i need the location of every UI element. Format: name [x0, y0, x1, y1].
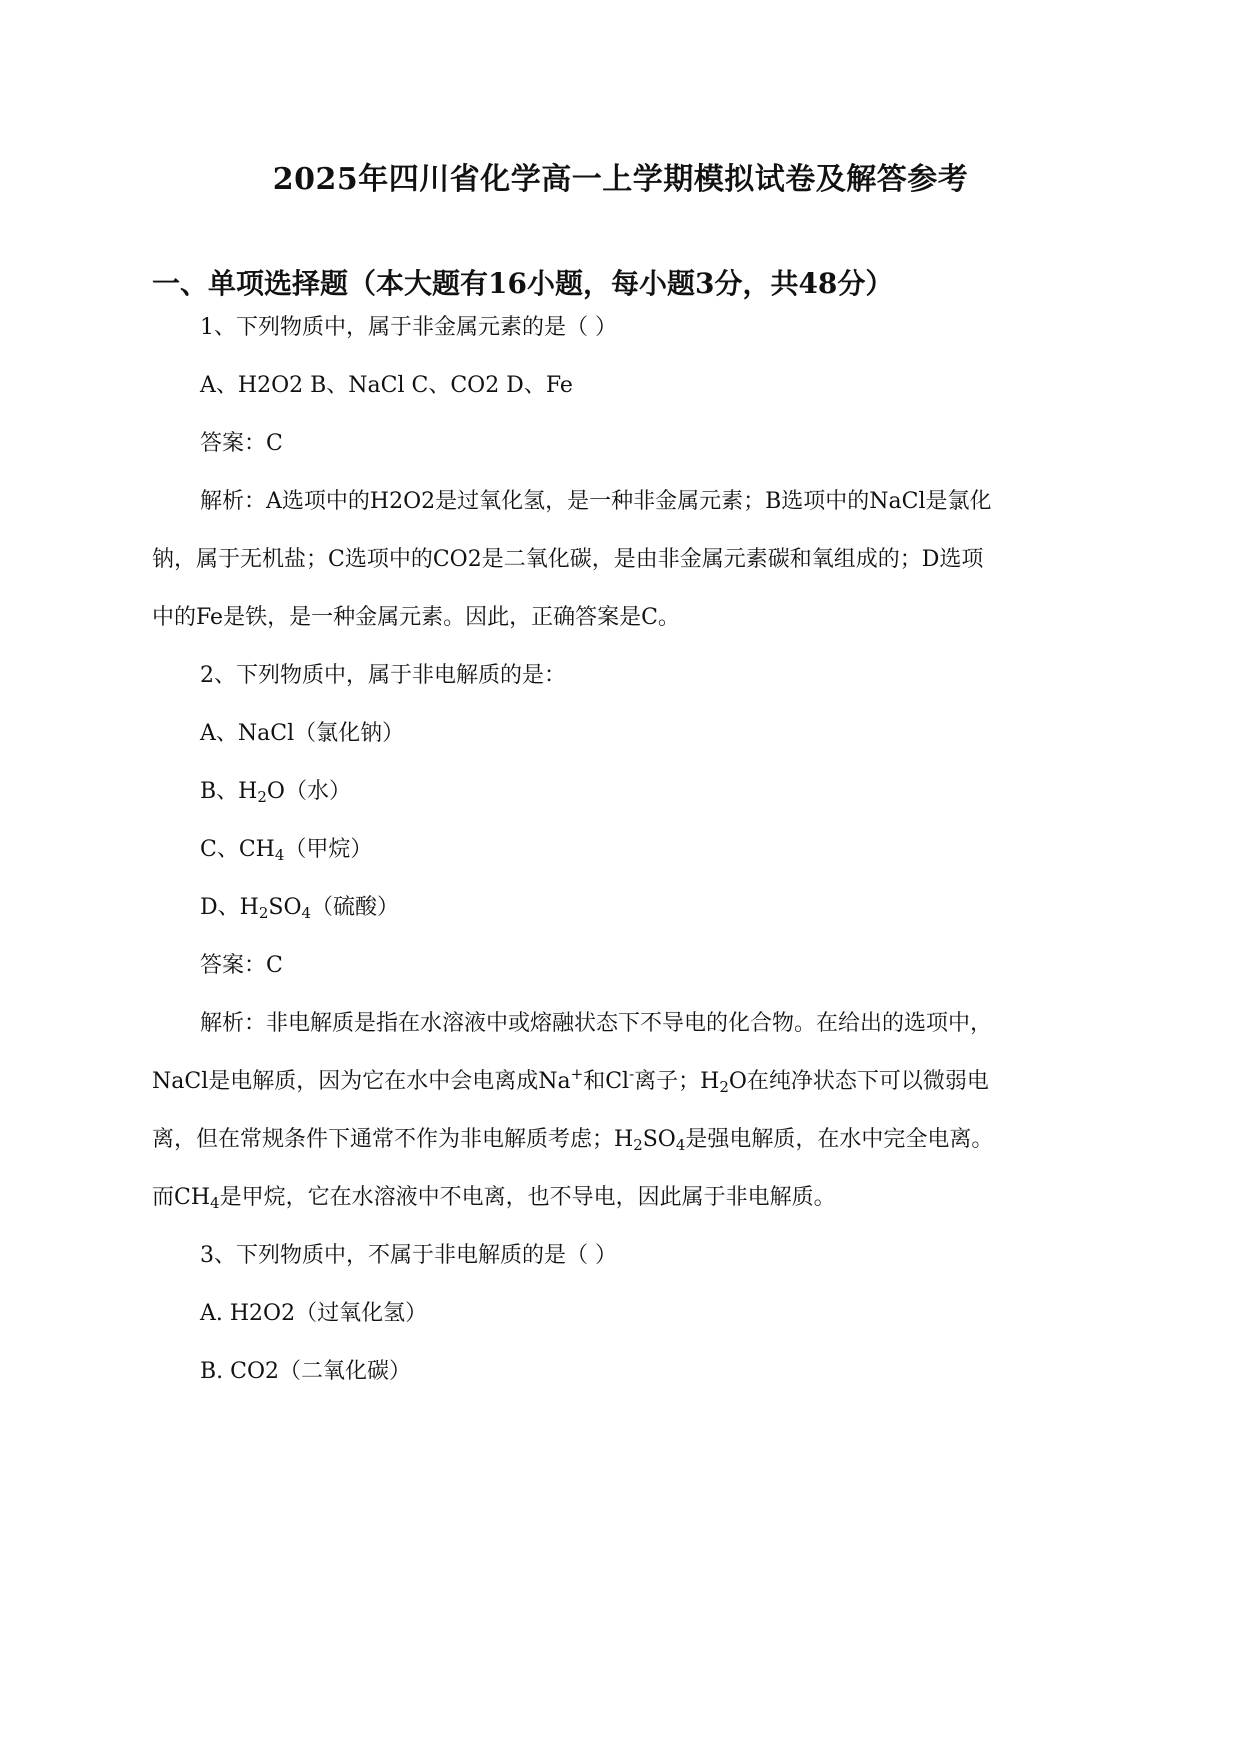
- subscript: 2: [258, 904, 269, 922]
- subscript: 2: [719, 1078, 729, 1096]
- q2-analysis-line-4: [152, 1183, 836, 1213]
- text-segment: NaCl是电解质，因为它在水中会电离成Na: [152, 1069, 571, 1094]
- q2-stem: 2、下列物质中，属于非电解质的是：: [200, 663, 566, 688]
- q1-analysis-line-2: 钠，属于无机盐；C选项中的CO2是二氧化碳，是由非金属元素碳和氧组成的；D选项: [152, 547, 984, 572]
- q3-stem: 3、下列物质中，不属于非电解质的是（ ）: [200, 1243, 617, 1268]
- superscript: +: [570, 1065, 584, 1083]
- document-title: 2025年四川省化学高一上学期模拟试卷及解答参考: [272, 162, 969, 197]
- q2-option-c: [200, 835, 372, 865]
- q2-analysis-line-1: 解析：非电解质是指在水溶液中或熔融状态下不导电的化合物。在给出的选项中，: [200, 1011, 993, 1036]
- text-segment: （硫酸）: [311, 895, 400, 920]
- q2-option-b: [200, 777, 351, 807]
- q2-analysis-line-3: [152, 1125, 993, 1155]
- q2-analysis-line-2: [152, 1067, 989, 1097]
- subscript: 4: [274, 846, 285, 864]
- text-segment: 是强电解质，在水中完全电离。: [685, 1127, 994, 1152]
- subscript: 2: [257, 788, 267, 806]
- q2-option-d: [200, 893, 399, 923]
- q3-option-a: A. H2O2（过氧化氢）: [200, 1301, 428, 1326]
- section-heading: 一、单项选择题（本大题有16小题，每小题3分，共48分）: [152, 267, 894, 300]
- q1-analysis-line-3: 中的Fe是铁，是一种金属元素。因此，正确答案是C。: [152, 605, 680, 630]
- text-segment: 而CH: [152, 1185, 211, 1210]
- q2-answer: 答案：C: [200, 953, 283, 978]
- text-segment: 离，但在常规条件下通常不作为非电解质考虑；H: [152, 1127, 634, 1152]
- text-segment: SO: [268, 895, 302, 920]
- text-segment: D、H: [200, 895, 259, 920]
- text-segment: （甲烷）: [284, 837, 373, 862]
- text-segment: 和Cl: [583, 1069, 630, 1094]
- subscript: 2: [633, 1136, 643, 1154]
- text-segment: 是甲烷，它在水溶液中不电离，也不导电，因此属于非电解质。: [219, 1185, 836, 1210]
- text-segment: 离子；H: [634, 1069, 720, 1094]
- superscript: -: [629, 1065, 635, 1083]
- subscript: 4: [210, 1194, 220, 1212]
- q3-option-b: B. CO2（二氧化碳）: [200, 1359, 412, 1384]
- q2-option-a: A、NaCl（氯化钠）: [200, 721, 405, 746]
- subscript: 4: [301, 904, 312, 922]
- subscript: 4: [675, 1136, 686, 1154]
- text-segment: C、CH: [200, 837, 275, 862]
- text-segment: O在纯净状态下可以微弱电: [728, 1069, 989, 1094]
- text-segment: O（水）: [266, 779, 351, 804]
- q1-options: A、H2O2 B、NaCl C、CO2 D、Fe: [200, 373, 573, 398]
- q1-stem: 1、下列物质中，属于非金属元素的是（ ）: [200, 315, 617, 340]
- text-segment: B、H: [200, 779, 258, 804]
- text-segment: SO: [642, 1127, 676, 1152]
- q1-answer: 答案：C: [200, 431, 283, 456]
- q1-analysis-line-1: 解析：A选项中的H2O2是过氧化氢，是一种非金属元素；B选项中的NaCl是氯化: [200, 489, 992, 514]
